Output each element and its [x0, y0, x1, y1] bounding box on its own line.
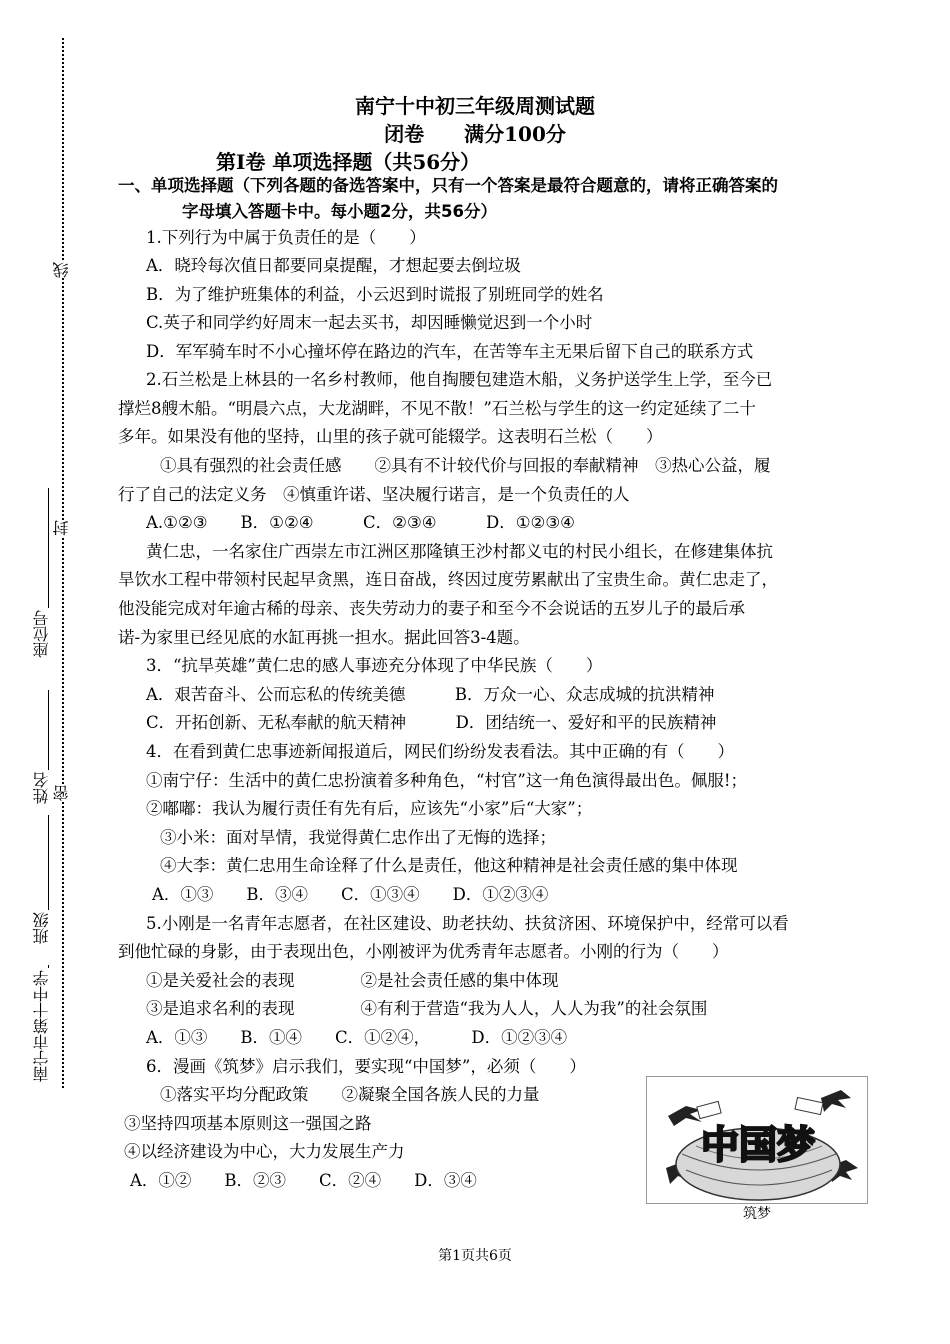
binding-secret-char: 密 — [52, 785, 71, 801]
q2-stem-line2: 撑烂8艘木船。“明晨六点，大龙湖畔，不见不散！”石兰松与学生的这一约定延续了二十 — [118, 399, 756, 418]
q2-stem-line1: 2.石兰松是上林县的一名乡村教师，他自掏腰包建造木船，义务护送学生上学，至今已 — [146, 370, 773, 389]
q3-options-ab: A．艰苦奋斗、公而忘私的传统美德 B．万众一心、众志成城的抗洪精神 — [146, 685, 715, 704]
exam-subtitle: 闭卷 满分100分 — [384, 122, 566, 146]
binding-seal-char: 封 — [52, 520, 71, 536]
cartoon-zhumeng — [646, 1076, 868, 1224]
q2-options: A.①②③ B．①②④ C．②③④ D．①②③④ — [146, 513, 575, 532]
class-write-line — [48, 815, 49, 910]
q4-choice-4: ④大李：黄仁忠用生命诠释了什么是责任，他这种精神是社会责任感的集中体现 — [160, 856, 738, 875]
passage-line2: 旱饮水工程中带领村民起早贪黑，连日奋战，终因过度劳累献出了宝贵生命。黄仁忠走了， — [118, 570, 778, 589]
q5-choices-line1: ①是关爱社会的表现 ②是社会责任感的集中体现 — [146, 971, 559, 990]
q1-option-d: D．军军骑车时不小心撞坏停在路边的汽车，在苦等车主无果后留下自己的联系方式 — [146, 342, 754, 361]
cartoon-drawing — [646, 1076, 868, 1224]
q4-choice-1: ①南宁仔：生活中的黄仁忠扮演着多种角色，“村官”这一角色演得最出色。佩服!； — [146, 771, 748, 790]
passage-line1: 黄仁忠，一名家住广西崇左市江洲区那隆镇王沙村都义屯的村民小组长，在修建集体抗 — [146, 542, 773, 561]
school-name: 南宁市第十中学 — [32, 970, 51, 1082]
q1-option-c: C.英子和同学约好周末一起去买书，却因睡懒觉迟到一个小时 — [146, 313, 593, 332]
q5-stem-line2: 到他忙碌的身影，由于表现出色，小刚被评为优秀青年志愿者。小刚的行为（ ） — [118, 942, 729, 961]
part-heading: 第Ⅰ卷 单项选择题（共56分） — [216, 150, 481, 174]
section-instruction-line2: 字母填入答题卡中。每小题2分，共56分） — [182, 202, 497, 221]
q2-stem-line3: 多年。如果没有他的坚持，山里的孩子就可能辍学。这表明石兰松（ ） — [118, 427, 663, 446]
seat-write-line — [48, 488, 49, 608]
q4-choice-3: ③小米：面对旱情，我觉得黄仁忠作出了无悔的选择； — [160, 828, 556, 847]
q4-stem: 4．在看到黄仁忠事迹新闻报道后，网民们纷纷发表看法。其中正确的有（ ） — [146, 742, 734, 761]
q1-option-a: A．晓玲每次值日都要同桌提醒，才想起要去倒垃圾 — [146, 256, 521, 275]
q2-choices-line2: 行了自己的法定义务 ④慎重许诺、坚决履行诺言，是一个负责任的人 — [118, 485, 630, 504]
cartoon-caption: 筑梦 — [743, 1206, 771, 1222]
dotted-binding-line — [62, 38, 64, 1088]
q5-stem-line1: 5.小刚是一名青年志愿者，在社区建设、助老扶幼、扶贫济困、环境保护中，经常可以看 — [146, 914, 789, 933]
q6-choice-3: ③坚持四项基本原则这一强国之路 — [124, 1114, 372, 1133]
name-write-line — [48, 690, 49, 770]
q5-choices-line2: ③是追求名利的表现 ④有利于营造“我为人人，人人为我”的社会氛围 — [146, 999, 708, 1018]
q4-options: A．①③ B．③④ C．①③④ D．①②③④ — [152, 885, 549, 904]
binding-margin — [0, 0, 110, 1344]
q6-options: A．①② B．②③ C．②④ D．③④ — [130, 1171, 477, 1190]
q1-option-b: B．为了维护班集体的利益，小云迟到时谎报了别班同学的姓名 — [146, 285, 604, 304]
school-rule — [48, 965, 49, 968]
q2-choices-line1: ①具有强烈的社会责任感 ②具有不计较代价与回报的奉献精神 ③热心公益，履 — [160, 456, 771, 475]
passage-line4: 诺-为家里已经见底的水缸再挑一担水。据此回答3-4题。 — [118, 628, 530, 647]
page-number: 第1页共6页 — [438, 1248, 512, 1264]
exam-title: 南宁十中初三年级周测试题 — [355, 94, 595, 118]
q5-options: A．①③ B．①④ C．①②④， D．①②③④ — [146, 1028, 568, 1047]
q6-choices-line1: ①落实平均分配政策 ②凝聚全国各族人民的力量 — [160, 1085, 540, 1104]
q3-stem: 3．“抗旱英雄”黄仁忠的感人事迹充分体现了中华民族（ ） — [146, 656, 603, 675]
q1-stem: 1.下列行为中属于负责任的是（ ） — [146, 228, 426, 247]
class-label: 班级 — [32, 912, 51, 944]
passage-line3: 他没能完成对年逾古稀的母亲、丧失劳动力的妻子和至今不会说话的五岁儿子的最后承 — [118, 599, 745, 618]
q4-choice-2: ②嘟嘟：我认为履行责任有先有后，应该先“小家”后“大家”； — [146, 799, 593, 818]
binding-line-char: 线 — [52, 262, 71, 278]
seat-label: 座位号 — [32, 610, 51, 658]
q3-options-cd: C．开拓创新、无私奉献的航天精神 D．团结统一、爱好和平的民族精神 — [146, 713, 717, 732]
name-label: 姓名 — [32, 772, 51, 804]
cartoon-main-text: 中国梦 — [700, 1123, 816, 1167]
q6-choice-4: ④以经济建设为中心，大力发展生产力 — [124, 1142, 405, 1161]
section-instruction-line1: 一、单项选择题（下列各题的备选答案中，只有一个答案是最符合题意的，请将正确答案的 — [118, 176, 778, 195]
q6-stem: 6．漫画《筑梦》启示我们，要实现“中国梦”，必须（ ） — [146, 1057, 586, 1076]
